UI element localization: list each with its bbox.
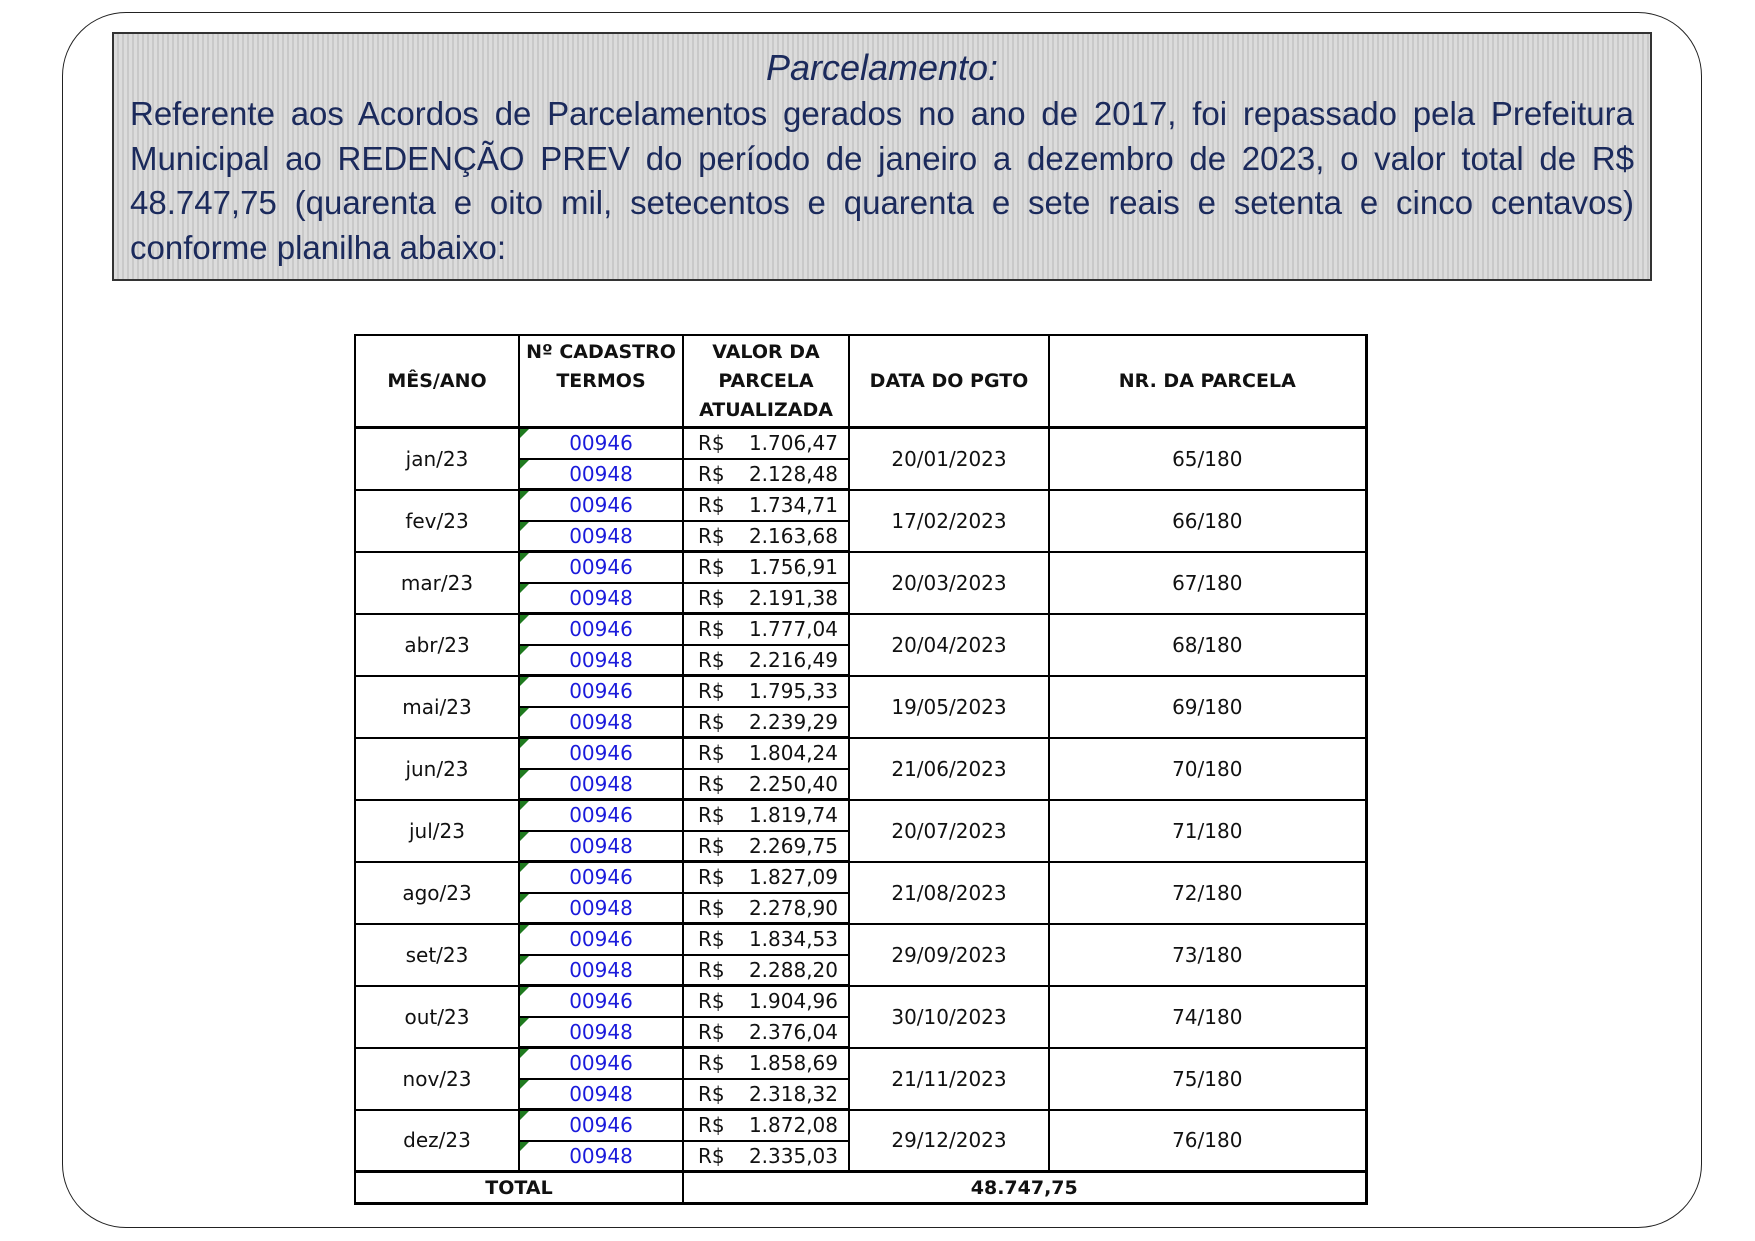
valor-amount: 1.777,04 — [748, 617, 838, 641]
valor-amount: 1.858,69 — [748, 1051, 838, 1075]
cell-termo — [519, 583, 683, 614]
cell-parcela: 72/180 — [1049, 862, 1366, 924]
termo-number: 00948 — [569, 895, 633, 920]
currency-symbol: R$ — [698, 803, 725, 827]
currency-symbol: R$ — [698, 957, 725, 982]
termo-number: 00946 — [569, 927, 633, 952]
termo-number: 00948 — [569, 647, 633, 672]
cell-termo — [519, 738, 683, 769]
currency-symbol: R$ — [698, 927, 725, 951]
currency-symbol: R$ — [698, 1081, 725, 1106]
currency-symbol: R$ — [698, 1051, 725, 1075]
cell-mes: mai/23 — [355, 676, 519, 738]
table-row — [355, 862, 1366, 893]
cell-termo — [519, 1079, 683, 1110]
cell-data: 19/05/2023 — [849, 676, 1049, 738]
cell-valor — [683, 955, 849, 986]
cell-valor — [683, 738, 849, 769]
green-triangle-icon — [520, 987, 529, 996]
cell-termo — [519, 676, 683, 707]
currency-symbol: R$ — [698, 895, 725, 920]
cell-data: 29/09/2023 — [849, 924, 1049, 986]
table-body — [355, 428, 1366, 1172]
valor-amount: 1.756,91 — [748, 555, 838, 579]
currency-symbol: R$ — [698, 647, 725, 672]
table-header-row — [355, 335, 1366, 428]
green-triangle-icon — [520, 739, 529, 748]
table-row — [355, 738, 1366, 769]
cell-termo — [519, 645, 683, 676]
currency-symbol: R$ — [698, 771, 725, 796]
cell-mes: dez/23 — [355, 1110, 519, 1172]
cell-parcela: 67/180 — [1049, 552, 1366, 614]
valor-amount: 2.376,04 — [748, 1019, 838, 1044]
col-header-valor — [683, 335, 849, 428]
cell-valor — [683, 769, 849, 800]
header-body: Referente aos Acordos de Parcelamentos gerados no ano de 2017, foi repassado pela Prefeitura Municipal ao REDENÇÃO PREV do período de janeiro a dezembro de 2023, o valor total de R$ 48.747,75 (quarenta e oito mil, setecentos e quarenta e sete reais e setenta e cinco centavos) conforme planilha abaixo: — [130, 95, 1634, 266]
valor-amount: 1.795,33 — [748, 679, 838, 703]
cell-termo — [519, 490, 683, 521]
cell-mes: out/23 — [355, 986, 519, 1048]
termo-number: 00948 — [569, 1019, 633, 1044]
cell-termo — [519, 552, 683, 583]
table-row — [355, 428, 1366, 459]
col-header-mes: MÊS/ANO — [355, 335, 519, 428]
table-row — [355, 614, 1366, 645]
header-box — [112, 32, 1652, 281]
cell-termo — [519, 800, 683, 831]
currency-symbol: R$ — [698, 1143, 725, 1168]
col-header-valor-line1: VALOR DA — [712, 340, 820, 363]
cell-parcela: 69/180 — [1049, 676, 1366, 738]
cell-termo — [519, 521, 683, 552]
currency-symbol: R$ — [698, 1019, 725, 1044]
table-row — [355, 676, 1366, 707]
cell-parcela: 75/180 — [1049, 1048, 1366, 1110]
termo-number: 00948 — [569, 461, 633, 486]
green-triangle-icon — [520, 1142, 529, 1151]
cell-termo — [519, 924, 683, 955]
total-label: TOTAL — [355, 1172, 683, 1204]
cell-parcela: 70/180 — [1049, 738, 1366, 800]
table-row — [355, 924, 1366, 955]
termo-number: 00948 — [569, 771, 633, 796]
col-header-data: DATA DO PGTO — [849, 335, 1049, 428]
cell-termo — [519, 1141, 683, 1172]
cell-termo — [519, 428, 683, 459]
cell-valor — [683, 1017, 849, 1048]
valor-amount: 2.163,68 — [748, 523, 838, 548]
cell-termo — [519, 614, 683, 645]
currency-symbol: R$ — [698, 431, 725, 455]
green-triangle-icon — [520, 770, 529, 779]
cell-data: 21/11/2023 — [849, 1048, 1049, 1110]
currency-symbol: R$ — [698, 833, 725, 858]
green-triangle-icon — [520, 1018, 529, 1027]
termo-number: 00948 — [569, 957, 633, 982]
cell-valor — [683, 614, 849, 645]
cell-valor — [683, 707, 849, 738]
table-row — [355, 1048, 1366, 1079]
cell-valor — [683, 924, 849, 955]
cell-valor — [683, 1110, 849, 1141]
termo-number: 00946 — [569, 555, 633, 580]
termo-number: 00948 — [569, 1081, 633, 1106]
termo-number: 00946 — [569, 1113, 633, 1138]
valor-amount: 1.706,47 — [748, 431, 838, 455]
valor-amount: 1.819,74 — [748, 803, 838, 827]
cell-mes: jan/23 — [355, 428, 519, 490]
total-value: 48.747,75 — [683, 1172, 1366, 1204]
termo-number: 00946 — [569, 617, 633, 642]
currency-symbol: R$ — [698, 585, 725, 610]
col-header-valor-line3: ATUALIZADA — [699, 398, 833, 421]
green-triangle-icon — [520, 677, 529, 686]
green-triangle-icon — [520, 956, 529, 965]
green-triangle-icon — [520, 522, 529, 531]
installments-table — [354, 334, 1368, 1205]
valor-amount: 1.804,24 — [748, 741, 838, 765]
termo-number: 00948 — [569, 709, 633, 734]
cell-parcela: 71/180 — [1049, 800, 1366, 862]
currency-symbol: R$ — [698, 493, 725, 517]
cell-parcela: 68/180 — [1049, 614, 1366, 676]
termo-number: 00948 — [569, 523, 633, 548]
cell-mes: set/23 — [355, 924, 519, 986]
cell-valor — [683, 428, 849, 459]
cell-mes: jun/23 — [355, 738, 519, 800]
green-triangle-icon — [520, 429, 529, 438]
total-row — [355, 1172, 1366, 1204]
cell-termo — [519, 862, 683, 893]
cell-mes: fev/23 — [355, 490, 519, 552]
currency-symbol: R$ — [698, 709, 725, 734]
cell-parcela: 66/180 — [1049, 490, 1366, 552]
valor-amount: 2.191,38 — [748, 585, 838, 610]
cell-valor — [683, 490, 849, 521]
termo-number: 00946 — [569, 803, 633, 828]
table-row — [355, 800, 1366, 831]
cell-valor — [683, 583, 849, 614]
cell-data: 21/08/2023 — [849, 862, 1049, 924]
col-header-termos-line1: Nº CADASTRO — [526, 341, 676, 363]
cell-parcela: 74/180 — [1049, 986, 1366, 1048]
valor-amount: 1.827,09 — [748, 865, 838, 889]
cell-mes: nov/23 — [355, 1048, 519, 1110]
currency-symbol: R$ — [698, 741, 725, 765]
cell-termo — [519, 831, 683, 862]
valor-amount: 2.250,40 — [748, 771, 838, 796]
cell-data: 21/06/2023 — [849, 738, 1049, 800]
green-triangle-icon — [520, 584, 529, 593]
termo-number: 00948 — [569, 1143, 633, 1168]
cell-valor — [683, 986, 849, 1017]
table-row — [355, 986, 1366, 1017]
green-triangle-icon — [520, 708, 529, 717]
cell-data: 30/10/2023 — [849, 986, 1049, 1048]
cell-mes: mar/23 — [355, 552, 519, 614]
header-title: Parcelamento: — [765, 47, 999, 88]
cell-termo — [519, 893, 683, 924]
valor-amount: 2.216,49 — [748, 647, 838, 672]
table-row — [355, 490, 1366, 521]
currency-symbol: R$ — [698, 523, 725, 548]
cell-valor — [683, 459, 849, 490]
col-header-termos — [519, 335, 683, 428]
green-triangle-icon — [520, 646, 529, 655]
currency-symbol: R$ — [698, 679, 725, 703]
valor-amount: 2.318,32 — [748, 1081, 838, 1106]
currency-symbol: R$ — [698, 1113, 725, 1137]
cell-parcela: 76/180 — [1049, 1110, 1366, 1172]
currency-symbol: R$ — [698, 555, 725, 579]
cell-mes: abr/23 — [355, 614, 519, 676]
cell-valor — [683, 862, 849, 893]
termo-number: 00946 — [569, 1051, 633, 1076]
cell-data: 29/12/2023 — [849, 1110, 1049, 1172]
valor-amount: 2.278,90 — [748, 895, 838, 920]
green-triangle-icon — [520, 1080, 529, 1089]
cell-termo — [519, 459, 683, 490]
green-triangle-icon — [520, 894, 529, 903]
termo-number: 00948 — [569, 833, 633, 858]
termo-number: 00946 — [569, 741, 633, 766]
cell-valor — [683, 1048, 849, 1079]
green-triangle-icon — [520, 553, 529, 562]
cell-parcela: 73/180 — [1049, 924, 1366, 986]
green-triangle-icon — [520, 801, 529, 810]
valor-amount: 2.128,48 — [748, 461, 838, 486]
col-header-termos-line2: TERMOS — [556, 370, 646, 392]
valor-amount: 2.335,03 — [748, 1143, 838, 1168]
cell-valor — [683, 831, 849, 862]
cell-mes: ago/23 — [355, 862, 519, 924]
col-header-valor-line2: PARCELA — [718, 369, 814, 392]
table-row — [355, 552, 1366, 583]
col-header-parcela: NR. DA PARCELA — [1049, 335, 1366, 428]
termo-number: 00946 — [569, 989, 633, 1014]
valor-amount: 1.734,71 — [748, 493, 838, 517]
table-row — [355, 1110, 1366, 1141]
valor-amount: 2.239,29 — [748, 709, 838, 734]
termo-number: 00946 — [569, 493, 633, 518]
cell-data: 20/01/2023 — [849, 428, 1049, 490]
cell-termo — [519, 1110, 683, 1141]
valor-amount: 2.269,75 — [748, 833, 838, 858]
termo-number: 00946 — [569, 431, 633, 456]
cell-termo — [519, 707, 683, 738]
currency-symbol: R$ — [698, 989, 725, 1013]
cell-termo — [519, 1048, 683, 1079]
cell-valor — [683, 1141, 849, 1172]
valor-amount: 1.872,08 — [748, 1113, 838, 1137]
green-triangle-icon — [520, 1111, 529, 1120]
cell-parcela: 65/180 — [1049, 428, 1366, 490]
cell-data: 20/07/2023 — [849, 800, 1049, 862]
green-triangle-icon — [520, 863, 529, 872]
cell-valor — [683, 893, 849, 924]
cell-mes: jul/23 — [355, 800, 519, 862]
green-triangle-icon — [520, 925, 529, 934]
cell-valor — [683, 1079, 849, 1110]
cell-data: 20/03/2023 — [849, 552, 1049, 614]
cell-valor — [683, 800, 849, 831]
cell-termo — [519, 769, 683, 800]
termo-number: 00946 — [569, 865, 633, 890]
green-triangle-icon — [520, 491, 529, 500]
valor-amount: 1.834,53 — [748, 927, 838, 951]
cell-termo — [519, 986, 683, 1017]
cell-data: 20/04/2023 — [849, 614, 1049, 676]
green-triangle-icon — [520, 1049, 529, 1058]
cell-data: 17/02/2023 — [849, 490, 1049, 552]
cell-valor — [683, 521, 849, 552]
currency-symbol: R$ — [698, 617, 725, 641]
green-triangle-icon — [520, 615, 529, 624]
currency-symbol: R$ — [698, 461, 725, 486]
cell-valor — [683, 645, 849, 676]
cell-termo — [519, 1017, 683, 1048]
valor-amount: 1.904,96 — [748, 989, 838, 1013]
currency-symbol: R$ — [698, 865, 725, 889]
valor-amount: 2.288,20 — [748, 957, 838, 982]
cell-valor — [683, 552, 849, 583]
termo-number: 00946 — [569, 679, 633, 704]
cell-valor — [683, 676, 849, 707]
green-triangle-icon — [520, 832, 529, 841]
green-triangle-icon — [520, 460, 529, 469]
termo-number: 00948 — [569, 585, 633, 610]
cell-termo — [519, 955, 683, 986]
